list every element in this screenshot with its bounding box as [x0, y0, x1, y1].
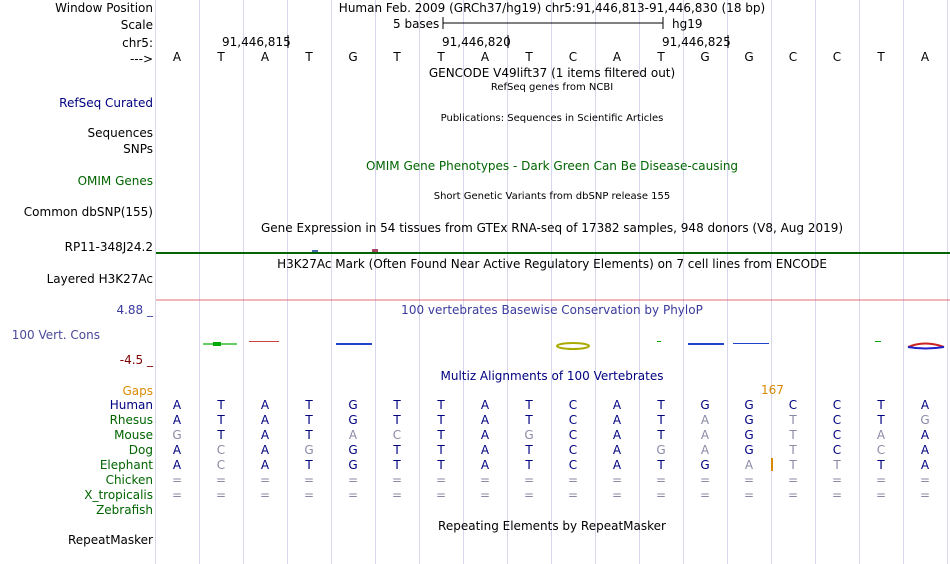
reference-base: T — [305, 50, 313, 64]
alignment-base: C — [216, 443, 226, 457]
alignment-base: = — [699, 473, 711, 487]
alignment-base: = — [215, 488, 227, 502]
reference-base: G — [744, 50, 754, 64]
alignment-base: A — [920, 428, 930, 442]
alignment-base: T — [789, 443, 797, 457]
alignment-base: A — [700, 428, 710, 442]
species-label[interactable]: Elephant — [99, 458, 153, 472]
alignment-base: T — [437, 413, 445, 427]
reference-base: T — [877, 50, 885, 64]
alignment-base: C — [788, 398, 798, 412]
alignment-base: A — [260, 443, 270, 457]
alignment-base: G — [348, 398, 358, 412]
gtex-track-title[interactable]: Gene Expression in 54 tissues from GTEx RNA-seq of 17382 samples, 948 donors (V8, Aug 2019) — [260, 221, 844, 235]
alignment-base: = — [259, 488, 271, 502]
alignment-base: C — [568, 398, 578, 412]
alignment-base: A — [480, 458, 490, 472]
sequences-track-label[interactable]: Sequences — [87, 126, 153, 140]
alignment-base: = — [303, 473, 315, 487]
alignment-base: = — [567, 488, 579, 502]
alignment-base: A — [700, 413, 710, 427]
alignment-base: A — [172, 458, 182, 472]
alignment-base: = — [391, 488, 403, 502]
alignment-base: = — [435, 473, 447, 487]
alignment-base: T — [657, 398, 665, 412]
alignment-base: C — [392, 428, 402, 442]
alignment-base: = — [171, 488, 183, 502]
alignment-base: A — [172, 443, 182, 457]
alignment-base: = — [875, 488, 887, 502]
alignment-base: = — [435, 488, 447, 502]
refseq-track-title[interactable]: RefSeq genes from NCBI — [490, 82, 614, 93]
alignment-base: = — [259, 473, 271, 487]
alignment-base: A — [260, 458, 270, 472]
alignment-base: = — [611, 473, 623, 487]
alignment-base: T — [525, 443, 533, 457]
alignment-base: T — [217, 413, 225, 427]
alignment-base: = — [699, 488, 711, 502]
conservation-max-label: 4.88 _ — [116, 303, 153, 317]
window-position-label: Window Position — [55, 1, 153, 15]
conservation-min-label: -4.5 _ — [119, 353, 153, 367]
alignment-base: A — [612, 413, 622, 427]
reference-base: T — [393, 50, 401, 64]
alignment-base: T — [437, 458, 445, 472]
alignment-base: T — [657, 413, 665, 427]
alignment-base: A — [920, 443, 930, 457]
reference-base: T — [437, 50, 445, 64]
h3k27ac-track-title[interactable]: H3K27Ac Mark (Often Found Near Active Regulatory Elements) on 7 cell lines from ENCODE — [277, 257, 827, 271]
chrom-tick-marks — [288, 35, 728, 48]
alignment-base: G — [304, 443, 314, 457]
alignment-base: = — [303, 488, 315, 502]
alignment-base: G — [348, 458, 358, 472]
alignment-base: T — [393, 443, 401, 457]
alignment-base: G — [348, 443, 358, 457]
alignment-base: = — [523, 488, 535, 502]
reference-base: C — [832, 50, 842, 64]
multiz-track-title[interactable]: Multiz Alignments of 100 Vertebrates — [440, 369, 664, 383]
alignment-base: T — [877, 398, 885, 412]
alignment-base: A — [480, 413, 490, 427]
alignment-base: G — [656, 443, 666, 457]
alignment-base: T — [657, 428, 665, 442]
alignment-base: G — [744, 443, 754, 457]
reference-base: T — [217, 50, 225, 64]
gtex-track-label[interactable]: RP11-348J24.2 — [64, 240, 153, 254]
reference-base: A — [172, 50, 182, 64]
alignment-base: = — [347, 473, 359, 487]
h3k27ac-track-label[interactable]: Layered H3K27Ac — [46, 272, 153, 286]
chrom-tick-1: 91,446,815 — [222, 35, 291, 49]
reference-base: A — [260, 50, 270, 64]
window-position-text[interactable]: Human Feb. 2009 (GRCh37/hg19) chr5:91,446,813-91,446,830 (18 bp) — [338, 1, 766, 15]
alignment-base: = — [787, 488, 799, 502]
alignment-base: G — [700, 458, 710, 472]
alignment-base: = — [919, 473, 931, 487]
alignment-base: = — [215, 473, 227, 487]
alignment-base: = — [919, 488, 931, 502]
alignment-base: C — [832, 413, 842, 427]
alignment-base: = — [787, 473, 799, 487]
scale-bar-text: 5 bases — [393, 17, 440, 31]
alignment-base: C — [832, 443, 842, 457]
alignment-base: A — [744, 458, 754, 472]
alignment-base: A — [700, 443, 710, 457]
alignment-base: T — [833, 458, 841, 472]
dbsnp-track-label[interactable]: Common dbSNP(155) — [23, 205, 153, 219]
scale-assembly: hg19 — [672, 17, 703, 31]
alignment-base: T — [393, 413, 401, 427]
alignment-base: A — [612, 458, 622, 472]
alignment-base: T — [657, 458, 665, 472]
alignment-base: = — [875, 473, 887, 487]
phylop-track-title[interactable]: 100 vertebrates Basewise Conservation by PhyloP — [401, 303, 703, 317]
alignment-base: = — [479, 473, 491, 487]
alignment-base: T — [437, 443, 445, 457]
reference-base: A — [612, 50, 622, 64]
gencode-track-title[interactable]: GENCODE V49lift37 (1 items filtered out) — [428, 66, 676, 80]
species-label[interactable]: Mouse — [114, 428, 153, 442]
alignment-base: = — [655, 488, 667, 502]
alignment-base: T — [305, 398, 313, 412]
alignment-base: C — [876, 443, 886, 457]
alignment-base: G — [744, 398, 754, 412]
alignment-base: = — [831, 473, 843, 487]
alignment-base: A — [876, 428, 886, 442]
alignment-base: A — [172, 398, 182, 412]
alignment-base: T — [877, 413, 885, 427]
species-label[interactable]: X_tropicalis — [84, 488, 153, 502]
scale-bar — [443, 17, 663, 29]
chrom-tick-3: 91,446,825 — [662, 35, 731, 49]
chrom-label: chr5: — [122, 36, 153, 50]
reference-base: G — [700, 50, 710, 64]
alignment-base: T — [525, 413, 533, 427]
reference-base: T — [525, 50, 533, 64]
alignment-base: = — [831, 488, 843, 502]
species-label[interactable]: Rhesus — [109, 413, 153, 427]
alignment-base: C — [568, 413, 578, 427]
alignment-base: T — [217, 398, 225, 412]
alignment-base: C — [832, 428, 842, 442]
species-label[interactable]: Zebrafish — [96, 503, 153, 517]
alignment-base: A — [612, 443, 622, 457]
omim-track-label[interactable]: OMIM Genes — [77, 174, 153, 188]
alignment-base: = — [391, 473, 403, 487]
conservation-track-label[interactable]: 100 Vert. Cons — [11, 328, 100, 342]
alignment-base: A — [612, 428, 622, 442]
alignment-base: T — [525, 398, 533, 412]
alignment-base: G — [524, 428, 534, 442]
alignment-base: G — [920, 413, 930, 427]
repeatmasker-track-label[interactable]: RepeatMasker — [67, 533, 153, 547]
alignment-base: C — [216, 458, 226, 472]
alignment-base: A — [480, 443, 490, 457]
species-label[interactable]: Dog — [128, 443, 153, 457]
reference-base: A — [480, 50, 490, 64]
alignment-base: T — [217, 428, 225, 442]
alignment-base: A — [260, 413, 270, 427]
alignment-base: A — [172, 413, 182, 427]
alignment-base: = — [523, 473, 535, 487]
alignment-base: G — [348, 413, 358, 427]
alignment-base: T — [305, 458, 313, 472]
alignment-base: = — [171, 473, 183, 487]
alignment-base: T — [393, 458, 401, 472]
alignment-base: T — [789, 413, 797, 427]
alignment-base: C — [568, 458, 578, 472]
chrom-tick-2: 91,446,820 — [442, 35, 511, 49]
alignment-base: = — [743, 488, 755, 502]
alignment-base: A — [260, 398, 270, 412]
alignment-base: T — [393, 398, 401, 412]
reference-base: T — [657, 50, 665, 64]
alignment-base: T — [437, 398, 445, 412]
alignment-base: T — [305, 428, 313, 442]
alignment-base: A — [348, 428, 358, 442]
alignment-base: T — [305, 413, 313, 427]
alignment-base: T — [789, 428, 797, 442]
alignment-base: T — [877, 458, 885, 472]
alignment-base: A — [920, 458, 930, 472]
gtex-bars — [312, 249, 378, 252]
strand-label: ---> — [129, 52, 153, 66]
alignment-base: C — [568, 443, 578, 457]
alignment-base: A — [260, 428, 270, 442]
alignment-base: T — [437, 428, 445, 442]
alignment-base: G — [744, 413, 754, 427]
alignment-base: A — [920, 398, 930, 412]
alignment-base: G — [172, 428, 182, 442]
species-label[interactable]: Chicken — [105, 473, 153, 487]
alignment-base: = — [479, 488, 491, 502]
alignment-base: A — [612, 398, 622, 412]
alignment-base: T — [525, 458, 533, 472]
alignment-base: G — [700, 398, 710, 412]
refseq-track-label[interactable]: RefSeq Curated — [59, 96, 153, 110]
alignment-base: = — [347, 488, 359, 502]
gap-count: 167 — [761, 383, 784, 397]
gaps-label: Gaps — [122, 384, 153, 398]
reference-base: C — [788, 50, 798, 64]
snps-track-label[interactable]: SNPs — [123, 142, 153, 156]
alignment-base: C — [832, 398, 842, 412]
alignment-base: = — [611, 488, 623, 502]
scale-label: Scale — [120, 18, 153, 32]
alignment-base: T — [789, 458, 797, 472]
omim-track-title[interactable]: OMIM Gene Phenotypes - Dark Green Can Be Disease-causing — [365, 159, 739, 173]
alignment-base: C — [568, 428, 578, 442]
publications-track-title[interactable]: Publications: Sequences in Scientific Articles — [440, 113, 664, 124]
reference-base: A — [920, 50, 930, 64]
species-label[interactable]: Human — [109, 398, 153, 412]
phylop-marks — [203, 341, 944, 349]
alignment-base: G — [744, 428, 754, 442]
alignment-base: = — [567, 473, 579, 487]
reference-base: G — [348, 50, 358, 64]
alignment-base: = — [743, 473, 755, 487]
alignment-base: A — [480, 398, 490, 412]
repeatmasker-track-title[interactable]: Repeating Elements by RepeatMasker — [438, 519, 666, 533]
alignment-base: A — [480, 428, 490, 442]
dbsnp-track-title[interactable]: Short Genetic Variants from dbSNP release 155 — [433, 191, 671, 202]
alignment-base: = — [655, 473, 667, 487]
reference-base: C — [568, 50, 578, 64]
